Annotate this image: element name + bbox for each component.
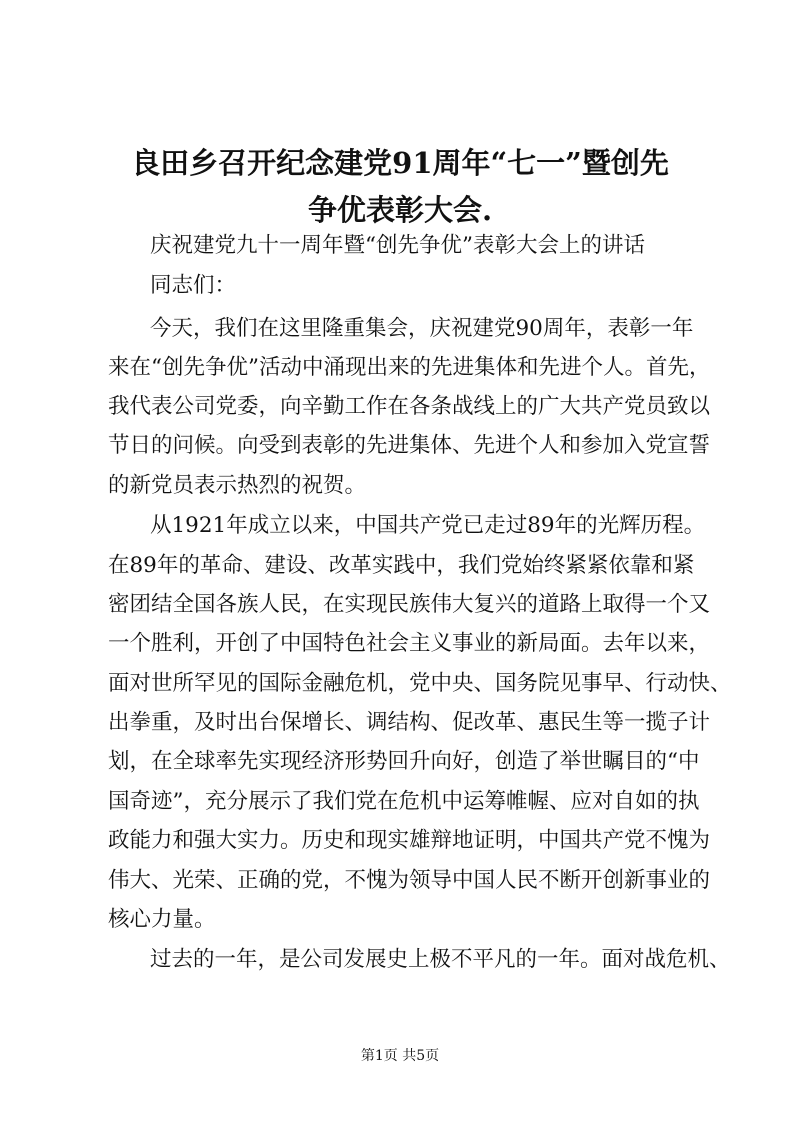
paragraph-2-line: 出拳重，及时出台保增长、调结构、促改革、惠民生等一揽子计 xyxy=(108,710,711,735)
paragraph-2-line: 密团结全国各族人民，在实现民族伟大复兴的道路上取得一个又 xyxy=(108,592,711,617)
speech-subtitle: 庆祝建党九十一周年暨“创先争优”表彰大会上的讲话 xyxy=(150,233,645,258)
document-title-line-1: 良田乡召开纪念建党91周年“七一”暨创先 xyxy=(131,146,669,180)
paragraph-1-line: 来在“创先争优”活动中涌现出来的先进集体和先进个人。首先， xyxy=(108,355,711,380)
document-title-line-2: 争优表彰大会. xyxy=(307,193,493,227)
paragraph-2-line: 政能力和强大实力。历史和现实雄辩地证明，中国共产党不愧为 xyxy=(108,828,711,853)
paragraph-2-line: 在89年的革命、建设、改革实践中，我们党始终紧紧依靠和紧 xyxy=(108,553,695,578)
paragraph-2-line: 划，在全球率先实现经济形势回升向好，创造了举世瞩目的“中 xyxy=(108,749,700,774)
paragraph-2-line: 一个胜利，开创了中国特色社会主义事业的新局面。去年以来， xyxy=(108,631,711,656)
paragraph-1-line: 节日的问候。向受到表彰的先进集体、先进个人和参加入党宣誓 xyxy=(108,433,711,458)
paragraph-2-line: 国奇迹”，充分展示了我们党在危机中运筹帷幄、应对自如的执 xyxy=(108,789,700,814)
paragraph-2-line: 从1921年成立以来，中国共产党已走过89年的光辉历程。 xyxy=(150,513,706,538)
paragraph-1-line: 我代表公司党委，向辛勤工作在各条战线上的广大共产党员致以 xyxy=(108,394,711,419)
paragraph-3-line: 过去的一年，是公司发展史上极不平凡的一年。面对战危机、 xyxy=(150,947,731,972)
paragraph-1-line: 今天，我们在这里隆重集会，庆祝建党90周年，表彰一年 xyxy=(150,316,694,341)
paragraph-1-line: 的新党员表示热烈的祝贺。 xyxy=(108,473,367,498)
paragraph-2-line: 面对世所罕见的国际金融危机，党中央、国务院见事早、行动快、 xyxy=(108,671,732,696)
salutation: 同志们： xyxy=(150,273,237,298)
page-footer: 第1页 共5页 xyxy=(360,1048,440,1064)
paragraph-2-line: 伟大、光荣、正确的党，不愧为领导中国人民不断开创新事业的 xyxy=(108,868,711,893)
paragraph-2-line: 核心力量。 xyxy=(108,907,216,932)
